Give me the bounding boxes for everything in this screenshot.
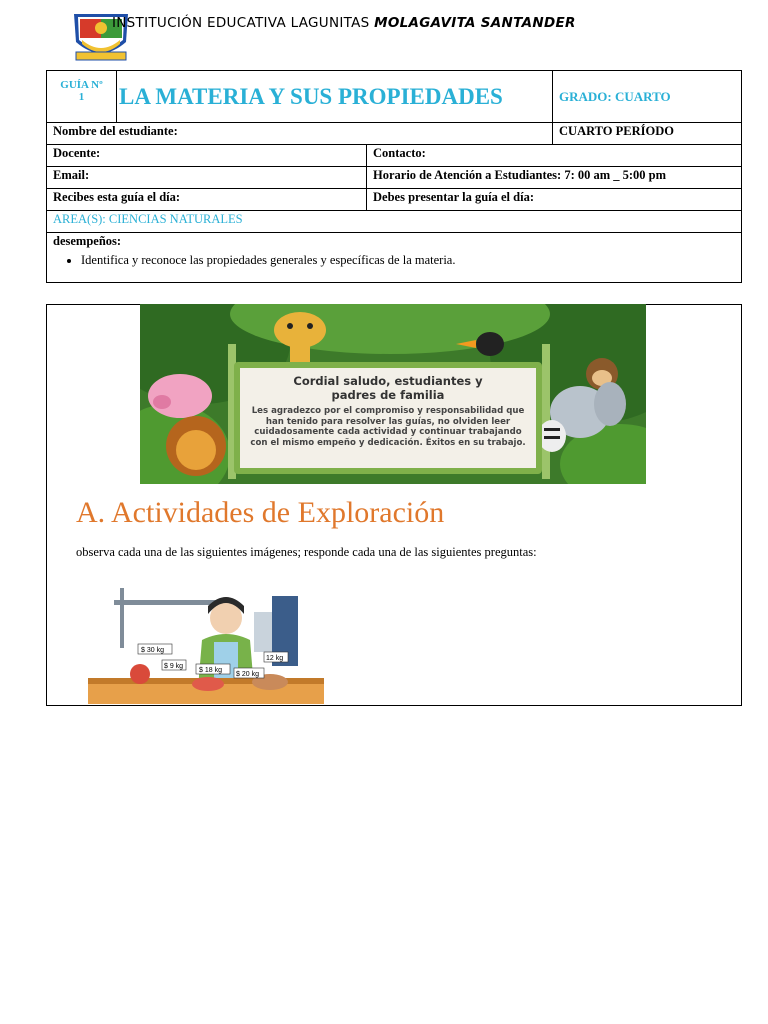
- performance-label: desempeños:: [53, 234, 122, 248]
- schedule-field: Horario de Atención a Estudiantes: 7: 00 am _ 5:00 pm: [367, 167, 742, 189]
- price-tag-3: $ 18 kg: [199, 667, 222, 674]
- market-vendor-illustration: [84, 582, 326, 704]
- performance-section: [47, 233, 742, 283]
- grade-label: GRADO: CUARTO: [553, 71, 742, 123]
- price-tag-4: $ 20 kg: [236, 671, 259, 678]
- welcome-sign: [234, 362, 542, 474]
- institution-name: INSTITUCIÓN EDUCATIVA LAGUNITAS MOLAGAVITA SANTANDER: [112, 15, 576, 31]
- area-label: AREA(S): CIENCIAS NATURALES: [47, 211, 742, 233]
- student-name-field: Nombre del estudiante:: [47, 123, 553, 145]
- performance-item: • Identifica y reconoce las propiedades generales y específicas de la materia.: [81, 253, 735, 268]
- period-label: CUARTO PERÍODO: [553, 123, 742, 145]
- welcome-banner: [140, 304, 646, 484]
- email-field: Email:: [47, 167, 367, 189]
- institution-location: MOLAGAVITA SANTANDER: [374, 15, 576, 31]
- welcome-message: Les agradezco por el compromiso y responsabilidad que han tenido para resolver las guías, no olviden leer cuidadosamente cada actividad y continuar trabajando con el mismo empeño y dedicación. Éxitos en su trabajo.: [250, 406, 526, 448]
- section-a-heading: A. Actividades de Exploración: [76, 496, 445, 529]
- welcome-title: Cordial saludo, estudiantes y padres de familia: [293, 374, 483, 402]
- teacher-field: Docente:: [47, 145, 367, 167]
- receive-date-field: Recibes esta guía el día:: [47, 189, 367, 211]
- guide-header-table: [46, 70, 742, 283]
- guide-title: LA MATERIA Y SUS PROPIEDADES: [117, 71, 553, 123]
- price-tag-5: 12 kg: [266, 655, 284, 662]
- submit-date-field: Debes presentar la guía el día:: [367, 189, 742, 211]
- guide-number-cell: GUÍA Nº 1: [47, 71, 117, 123]
- contact-field: Contacto:: [367, 145, 742, 167]
- section-a-instruction: observa cada una de las siguientes imágenes; responde cada una de las siguientes preguntas:: [76, 545, 537, 559]
- price-tag-2: $ 9 kg: [164, 663, 184, 670]
- price-tag-1: $ 30 kg: [141, 647, 164, 654]
